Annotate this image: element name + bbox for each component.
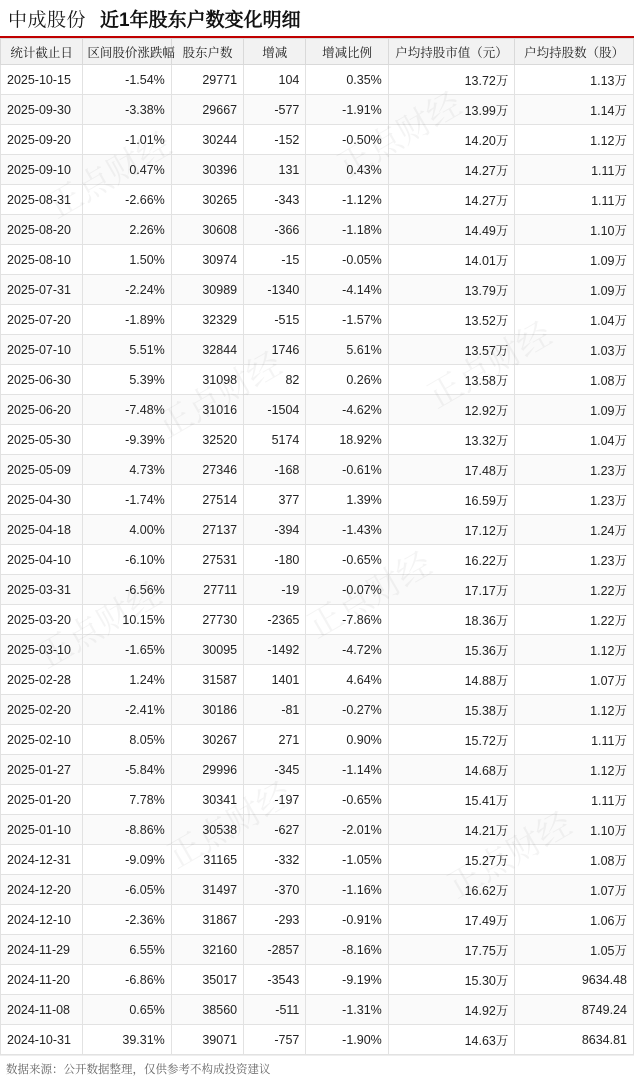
cell-price-change: 5.51% bbox=[83, 335, 171, 365]
cell-price-change: -6.10% bbox=[83, 545, 171, 575]
cell-avg-shares: 1.05万 bbox=[515, 935, 634, 965]
cell-avg-market-value: 14.88万 bbox=[388, 665, 515, 695]
cell-date: 2025-02-10 bbox=[1, 725, 83, 755]
cell-price-change: 4.73% bbox=[83, 455, 171, 485]
cell-holders: 29996 bbox=[171, 755, 243, 785]
cell-avg-market-value: 16.62万 bbox=[388, 875, 515, 905]
cell-avg-market-value: 13.79万 bbox=[388, 275, 515, 305]
cell-holders: 27346 bbox=[171, 455, 243, 485]
cell-delta-ratio: -0.65% bbox=[306, 785, 388, 815]
cell-date: 2024-11-29 bbox=[1, 935, 83, 965]
cell-avg-shares: 1.12万 bbox=[515, 125, 634, 155]
cell-avg-market-value: 16.59万 bbox=[388, 485, 515, 515]
cell-delta-ratio: -4.62% bbox=[306, 395, 388, 425]
table-row bbox=[1, 695, 634, 725]
table-row bbox=[1, 485, 634, 515]
cell-avg-market-value: 14.27万 bbox=[388, 155, 515, 185]
cell-date: 2025-02-28 bbox=[1, 665, 83, 695]
table-row bbox=[1, 575, 634, 605]
table-row bbox=[1, 245, 634, 275]
cell-price-change: -6.56% bbox=[83, 575, 171, 605]
footer-note-row bbox=[0, 1055, 634, 1081]
cell-avg-shares: 1.03万 bbox=[515, 335, 634, 365]
cell-price-change: 5.39% bbox=[83, 365, 171, 395]
shareholder-change-table bbox=[0, 38, 634, 1055]
cell-delta: 1746 bbox=[244, 335, 306, 365]
cell-price-change: 1.50% bbox=[83, 245, 171, 275]
cell-delta-ratio: -0.65% bbox=[306, 545, 388, 575]
cell-delta: -81 bbox=[244, 695, 306, 725]
cell-delta-ratio: -0.61% bbox=[306, 455, 388, 485]
cell-delta: -180 bbox=[244, 545, 306, 575]
cell-avg-market-value: 14.68万 bbox=[388, 755, 515, 785]
cell-avg-market-value: 13.99万 bbox=[388, 95, 515, 125]
cell-delta: -627 bbox=[244, 815, 306, 845]
cell-avg-shares: 1.09万 bbox=[515, 245, 634, 275]
cell-avg-market-value: 14.27万 bbox=[388, 185, 515, 215]
column-header-delta[interactable]: 增减 bbox=[244, 39, 306, 65]
cell-holders: 31098 bbox=[171, 365, 243, 395]
cell-date: 2025-09-20 bbox=[1, 125, 83, 155]
cell-holders: 31867 bbox=[171, 905, 243, 935]
cell-date: 2025-07-31 bbox=[1, 275, 83, 305]
cell-date: 2025-09-30 bbox=[1, 95, 83, 125]
cell-price-change: 0.47% bbox=[83, 155, 171, 185]
cell-delta: -2857 bbox=[244, 935, 306, 965]
cell-delta: -293 bbox=[244, 905, 306, 935]
cell-avg-shares: 1.08万 bbox=[515, 365, 634, 395]
cell-avg-market-value: 14.49万 bbox=[388, 215, 515, 245]
cell-avg-shares: 1.10万 bbox=[515, 215, 634, 245]
cell-delta: -15 bbox=[244, 245, 306, 275]
cell-delta-ratio: -0.07% bbox=[306, 575, 388, 605]
cell-delta: -2365 bbox=[244, 605, 306, 635]
cell-delta: -515 bbox=[244, 305, 306, 335]
cell-delta-ratio: -1.31% bbox=[306, 995, 388, 1025]
table-row bbox=[1, 665, 634, 695]
cell-price-change: 8.05% bbox=[83, 725, 171, 755]
cell-delta: 82 bbox=[244, 365, 306, 395]
cell-avg-shares: 1.08万 bbox=[515, 845, 634, 875]
cell-delta: -394 bbox=[244, 515, 306, 545]
cell-avg-market-value: 13.58万 bbox=[388, 365, 515, 395]
cell-holders: 32520 bbox=[171, 425, 243, 455]
cell-delta-ratio: -0.27% bbox=[306, 695, 388, 725]
cell-delta: -152 bbox=[244, 125, 306, 155]
cell-delta-ratio: 0.26% bbox=[306, 365, 388, 395]
cell-holders: 27531 bbox=[171, 545, 243, 575]
table-row bbox=[1, 725, 634, 755]
cell-avg-shares: 1.11万 bbox=[515, 185, 634, 215]
cell-price-change: -2.41% bbox=[83, 695, 171, 725]
cell-delta-ratio: -1.14% bbox=[306, 755, 388, 785]
table-row bbox=[1, 65, 634, 95]
column-header-change[interactable]: 区间股价涨跌幅 bbox=[83, 39, 171, 65]
cell-holders: 27730 bbox=[171, 605, 243, 635]
cell-holders: 31165 bbox=[171, 845, 243, 875]
table-row bbox=[1, 545, 634, 575]
cell-delta-ratio: -1.12% bbox=[306, 185, 388, 215]
cell-price-change: -2.24% bbox=[83, 275, 171, 305]
cell-delta-ratio: -7.86% bbox=[306, 605, 388, 635]
cell-price-change: -8.86% bbox=[83, 815, 171, 845]
stock-name: 中成股份 bbox=[8, 9, 87, 31]
cell-delta-ratio: -1.91% bbox=[306, 95, 388, 125]
cell-avg-market-value: 17.12万 bbox=[388, 515, 515, 545]
table-row bbox=[1, 455, 634, 485]
cell-holders: 30974 bbox=[171, 245, 243, 275]
cell-delta: 377 bbox=[244, 485, 306, 515]
table-row bbox=[1, 275, 634, 305]
table-row bbox=[1, 185, 634, 215]
cell-delta: -1492 bbox=[244, 635, 306, 665]
table-row bbox=[1, 125, 634, 155]
cell-delta-ratio: -4.14% bbox=[306, 275, 388, 305]
cell-holders: 27711 bbox=[171, 575, 243, 605]
cell-avg-market-value: 13.57万 bbox=[388, 335, 515, 365]
cell-date: 2025-03-10 bbox=[1, 635, 83, 665]
cell-delta-ratio: 0.43% bbox=[306, 155, 388, 185]
table-row bbox=[1, 95, 634, 125]
cell-delta-ratio: -0.50% bbox=[306, 125, 388, 155]
cell-price-change: 0.65% bbox=[83, 995, 171, 1025]
cell-avg-market-value: 13.52万 bbox=[388, 305, 515, 335]
cell-avg-shares: 1.13万 bbox=[515, 65, 634, 95]
cell-delta-ratio: -1.18% bbox=[306, 215, 388, 245]
cell-holders: 30095 bbox=[171, 635, 243, 665]
cell-avg-shares: 1.06万 bbox=[515, 905, 634, 935]
cell-avg-market-value: 17.75万 bbox=[388, 935, 515, 965]
cell-holders: 27137 bbox=[171, 515, 243, 545]
cell-date: 2024-10-31 bbox=[1, 1025, 83, 1055]
cell-delta: -19 bbox=[244, 575, 306, 605]
cell-date: 2025-01-27 bbox=[1, 755, 83, 785]
table-row bbox=[1, 635, 634, 665]
cell-price-change: 1.24% bbox=[83, 665, 171, 695]
table-row bbox=[1, 215, 634, 245]
column-header-shares[interactable]: 户均持股数（股） bbox=[515, 39, 634, 65]
cell-avg-shares: 1.22万 bbox=[515, 575, 634, 605]
cell-date: 2025-08-10 bbox=[1, 245, 83, 275]
cell-delta: -345 bbox=[244, 755, 306, 785]
column-header-market-value[interactable]: 户均持股市值（元） bbox=[388, 39, 515, 65]
cell-avg-shares: 1.11万 bbox=[515, 155, 634, 185]
table-header-row bbox=[1, 39, 634, 65]
cell-date: 2025-07-10 bbox=[1, 335, 83, 365]
cell-holders: 30989 bbox=[171, 275, 243, 305]
cell-date: 2025-06-20 bbox=[1, 395, 83, 425]
cell-date: 2024-12-10 bbox=[1, 905, 83, 935]
cell-delta-ratio: -1.05% bbox=[306, 845, 388, 875]
page-header bbox=[0, 0, 634, 38]
cell-delta: -577 bbox=[244, 95, 306, 125]
cell-avg-market-value: 15.41万 bbox=[388, 785, 515, 815]
cell-delta: 1401 bbox=[244, 665, 306, 695]
cell-holders: 30244 bbox=[171, 125, 243, 155]
cell-date: 2025-05-30 bbox=[1, 425, 83, 455]
cell-delta-ratio: 5.61% bbox=[306, 335, 388, 365]
cell-delta: 271 bbox=[244, 725, 306, 755]
cell-avg-market-value: 14.92万 bbox=[388, 995, 515, 1025]
table-row bbox=[1, 755, 634, 785]
cell-avg-shares: 1.12万 bbox=[515, 635, 634, 665]
cell-delta-ratio: -1.90% bbox=[306, 1025, 388, 1055]
cell-date: 2025-04-30 bbox=[1, 485, 83, 515]
table-row bbox=[1, 425, 634, 455]
cell-date: 2024-11-20 bbox=[1, 965, 83, 995]
cell-avg-market-value: 13.32万 bbox=[388, 425, 515, 455]
cell-date: 2024-12-20 bbox=[1, 875, 83, 905]
cell-date: 2024-12-31 bbox=[1, 845, 83, 875]
cell-delta-ratio: -2.01% bbox=[306, 815, 388, 845]
cell-holders: 29667 bbox=[171, 95, 243, 125]
cell-delta-ratio: -4.72% bbox=[306, 635, 388, 665]
cell-holders: 29771 bbox=[171, 65, 243, 95]
cell-avg-market-value: 13.72万 bbox=[388, 65, 515, 95]
cell-holders: 30341 bbox=[171, 785, 243, 815]
table-body bbox=[1, 65, 634, 1055]
cell-delta-ratio: -1.16% bbox=[306, 875, 388, 905]
cell-avg-shares: 1.24万 bbox=[515, 515, 634, 545]
column-header-date[interactable]: 统计截止日 bbox=[1, 39, 83, 65]
table-row bbox=[1, 995, 634, 1025]
cell-avg-shares: 1.07万 bbox=[515, 665, 634, 695]
cell-price-change: 39.31% bbox=[83, 1025, 171, 1055]
cell-holders: 32844 bbox=[171, 335, 243, 365]
cell-price-change: 4.00% bbox=[83, 515, 171, 545]
cell-date: 2025-08-20 bbox=[1, 215, 83, 245]
cell-avg-shares: 1.12万 bbox=[515, 695, 634, 725]
cell-avg-shares: 1.14万 bbox=[515, 95, 634, 125]
cell-avg-market-value: 14.01万 bbox=[388, 245, 515, 275]
cell-holders: 31497 bbox=[171, 875, 243, 905]
cell-avg-market-value: 17.49万 bbox=[388, 905, 515, 935]
cell-avg-market-value: 17.17万 bbox=[388, 575, 515, 605]
cell-date: 2024-11-08 bbox=[1, 995, 83, 1025]
cell-holders: 38560 bbox=[171, 995, 243, 1025]
cell-delta-ratio: 0.35% bbox=[306, 65, 388, 95]
cell-date: 2025-06-30 bbox=[1, 365, 83, 395]
cell-avg-shares: 1.22万 bbox=[515, 605, 634, 635]
cell-price-change: -1.01% bbox=[83, 125, 171, 155]
cell-avg-market-value: 14.63万 bbox=[388, 1025, 515, 1055]
cell-delta-ratio: -0.05% bbox=[306, 245, 388, 275]
cell-avg-shares: 1.11万 bbox=[515, 725, 634, 755]
cell-avg-shares: 1.09万 bbox=[515, 275, 634, 305]
cell-price-change: -1.89% bbox=[83, 305, 171, 335]
cell-delta: -343 bbox=[244, 185, 306, 215]
cell-holders: 32160 bbox=[171, 935, 243, 965]
cell-date: 2025-05-09 bbox=[1, 455, 83, 485]
cell-delta-ratio: -1.43% bbox=[306, 515, 388, 545]
cell-avg-shares: 1.12万 bbox=[515, 755, 634, 785]
cell-avg-shares: 1.04万 bbox=[515, 305, 634, 335]
cell-delta: -197 bbox=[244, 785, 306, 815]
cell-date: 2025-01-10 bbox=[1, 815, 83, 845]
cell-delta: -168 bbox=[244, 455, 306, 485]
table-row bbox=[1, 845, 634, 875]
cell-delta: -757 bbox=[244, 1025, 306, 1055]
column-header-ratio[interactable]: 增减比例 bbox=[306, 39, 388, 65]
table-row bbox=[1, 395, 634, 425]
cell-price-change: 7.78% bbox=[83, 785, 171, 815]
table-row bbox=[1, 1025, 634, 1055]
cell-price-change: -9.39% bbox=[83, 425, 171, 455]
cell-holders: 30396 bbox=[171, 155, 243, 185]
cell-delta: -366 bbox=[244, 215, 306, 245]
cell-avg-market-value: 16.22万 bbox=[388, 545, 515, 575]
cell-price-change: -1.74% bbox=[83, 485, 171, 515]
cell-delta: -1504 bbox=[244, 395, 306, 425]
cell-delta-ratio: 1.39% bbox=[306, 485, 388, 515]
cell-delta: -1340 bbox=[244, 275, 306, 305]
page-title: 近1年股东户数变化明细 bbox=[100, 9, 301, 31]
cell-delta: -332 bbox=[244, 845, 306, 875]
cell-date: 2025-03-20 bbox=[1, 605, 83, 635]
cell-date: 2025-02-20 bbox=[1, 695, 83, 725]
table-row bbox=[1, 515, 634, 545]
table-row bbox=[1, 815, 634, 845]
cell-delta-ratio: -1.57% bbox=[306, 305, 388, 335]
cell-date: 2025-04-10 bbox=[1, 545, 83, 575]
cell-avg-market-value: 15.38万 bbox=[388, 695, 515, 725]
cell-avg-market-value: 15.27万 bbox=[388, 845, 515, 875]
cell-avg-shares: 1.09万 bbox=[515, 395, 634, 425]
cell-price-change: 6.55% bbox=[83, 935, 171, 965]
cell-avg-shares: 1.04万 bbox=[515, 425, 634, 455]
cell-delta: 131 bbox=[244, 155, 306, 185]
cell-avg-market-value: 15.72万 bbox=[388, 725, 515, 755]
cell-avg-shares: 1.10万 bbox=[515, 815, 634, 845]
cell-date: 2025-04-18 bbox=[1, 515, 83, 545]
cell-date: 2025-01-20 bbox=[1, 785, 83, 815]
table-row bbox=[1, 875, 634, 905]
cell-holders: 30267 bbox=[171, 725, 243, 755]
cell-avg-market-value: 15.36万 bbox=[388, 635, 515, 665]
cell-date: 2025-03-31 bbox=[1, 575, 83, 605]
cell-holders: 27514 bbox=[171, 485, 243, 515]
cell-holders: 35017 bbox=[171, 965, 243, 995]
cell-holders: 30538 bbox=[171, 815, 243, 845]
cell-holders: 31016 bbox=[171, 395, 243, 425]
cell-avg-shares: 8634.81 bbox=[515, 1025, 634, 1055]
cell-holders: 30265 bbox=[171, 185, 243, 215]
table-row bbox=[1, 605, 634, 635]
table-row bbox=[1, 305, 634, 335]
cell-avg-market-value: 12.92万 bbox=[388, 395, 515, 425]
cell-price-change: -9.09% bbox=[83, 845, 171, 875]
table-row bbox=[1, 785, 634, 815]
cell-delta-ratio: 18.92% bbox=[306, 425, 388, 455]
cell-avg-market-value: 14.21万 bbox=[388, 815, 515, 845]
cell-price-change: -7.48% bbox=[83, 395, 171, 425]
cell-delta: -370 bbox=[244, 875, 306, 905]
cell-avg-shares: 1.23万 bbox=[515, 545, 634, 575]
table-row bbox=[1, 935, 634, 965]
cell-avg-shares: 1.07万 bbox=[515, 875, 634, 905]
cell-holders: 39071 bbox=[171, 1025, 243, 1055]
cell-holders: 31587 bbox=[171, 665, 243, 695]
cell-delta: 5174 bbox=[244, 425, 306, 455]
cell-price-change: -1.65% bbox=[83, 635, 171, 665]
cell-avg-shares: 1.23万 bbox=[515, 485, 634, 515]
cell-delta: 104 bbox=[244, 65, 306, 95]
cell-price-change: -1.54% bbox=[83, 65, 171, 95]
cell-date: 2025-08-31 bbox=[1, 185, 83, 215]
cell-price-change: 10.15% bbox=[83, 605, 171, 635]
cell-price-change: -2.36% bbox=[83, 905, 171, 935]
cell-delta-ratio: 0.90% bbox=[306, 725, 388, 755]
table-row bbox=[1, 155, 634, 185]
cell-date: 2025-09-10 bbox=[1, 155, 83, 185]
data-source-note: 数据来源：公开数据整理，仅供参考不构成投资建议 bbox=[6, 1063, 271, 1076]
cell-avg-shares: 9634.48 bbox=[515, 965, 634, 995]
cell-price-change: -3.38% bbox=[83, 95, 171, 125]
cell-avg-market-value: 18.36万 bbox=[388, 605, 515, 635]
cell-date: 2025-07-20 bbox=[1, 305, 83, 335]
cell-delta: -3543 bbox=[244, 965, 306, 995]
cell-delta-ratio: -8.16% bbox=[306, 935, 388, 965]
cell-price-change: -2.66% bbox=[83, 185, 171, 215]
table-row bbox=[1, 335, 634, 365]
table-row bbox=[1, 905, 634, 935]
cell-holders: 30608 bbox=[171, 215, 243, 245]
table-row bbox=[1, 365, 634, 395]
cell-delta-ratio: -9.19% bbox=[306, 965, 388, 995]
column-header-holders[interactable]: 股东户数 bbox=[171, 39, 243, 65]
cell-date: 2025-10-15 bbox=[1, 65, 83, 95]
cell-price-change: -6.86% bbox=[83, 965, 171, 995]
cell-avg-market-value: 17.48万 bbox=[388, 455, 515, 485]
cell-avg-shares: 1.11万 bbox=[515, 785, 634, 815]
cell-holders: 32329 bbox=[171, 305, 243, 335]
cell-delta-ratio: 4.64% bbox=[306, 665, 388, 695]
cell-delta: -511 bbox=[244, 995, 306, 1025]
cell-avg-market-value: 15.30万 bbox=[388, 965, 515, 995]
cell-price-change: -6.05% bbox=[83, 875, 171, 905]
table-row bbox=[1, 965, 634, 995]
cell-price-change: -5.84% bbox=[83, 755, 171, 785]
cell-avg-shares: 8749.24 bbox=[515, 995, 634, 1025]
cell-delta-ratio: -0.91% bbox=[306, 905, 388, 935]
cell-avg-market-value: 14.20万 bbox=[388, 125, 515, 155]
cell-holders: 30186 bbox=[171, 695, 243, 725]
cell-price-change: 2.26% bbox=[83, 215, 171, 245]
cell-avg-shares: 1.23万 bbox=[515, 455, 634, 485]
